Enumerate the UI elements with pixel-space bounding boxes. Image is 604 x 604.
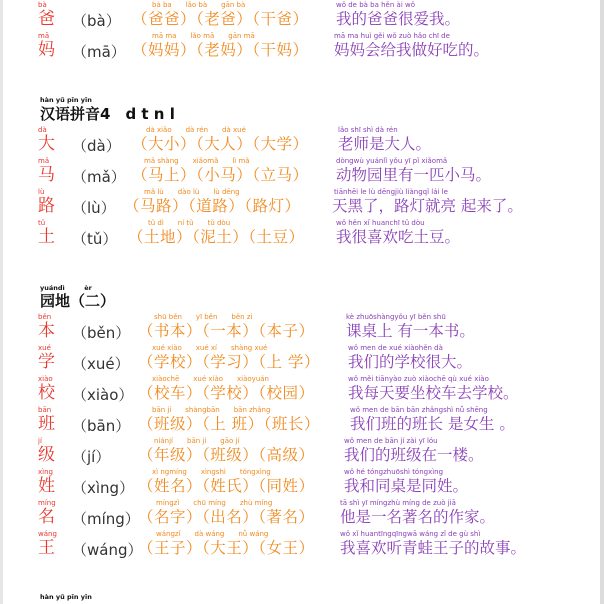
character-row <box>0 219 600 250</box>
character: 大 <box>38 134 55 154</box>
words: （王子）（大王）（女王） <box>138 539 315 557</box>
sentence-pinyin: wǒ hěn xǐ huanchī tǔ dòu <box>336 219 425 227</box>
words-pinyin: dà xiǎo dà rén dà xué <box>146 126 246 134</box>
character-pinyin: mǎ <box>38 157 50 165</box>
sentence: 动物园里有一匹小马。 <box>336 166 492 184</box>
character: 名 <box>38 507 55 527</box>
words: （校车）（学校）（校园） <box>138 384 315 402</box>
sentence: 我很喜欢吃土豆。 <box>336 228 461 246</box>
sentence: 妈妈会给我做好吃的。 <box>334 41 490 59</box>
words-pinyin: mǎ lù dào lù lù dēng <box>144 188 240 196</box>
sentence-pinyin: tiānhēi le lù dēngjiù liàngqǐ lái le <box>334 188 448 196</box>
words-pinyin: tǔ dì ní tǔ tǔ dòu <box>148 219 231 227</box>
next-section-title-pinyin: hàn yǔ pīn yīn <box>40 593 92 601</box>
character-reading: （tǔ） <box>72 230 118 248</box>
words: （马路）（道路）（路灯） <box>124 197 301 215</box>
character-reading: （mā） <box>72 43 126 61</box>
character-pinyin: lù <box>38 188 45 196</box>
character-reading: （xué） <box>72 355 130 373</box>
character-pinyin: jí <box>38 437 42 445</box>
character-row <box>0 1 600 32</box>
character: 级 <box>38 445 55 465</box>
character: 本 <box>38 321 55 341</box>
character-reading: （míng） <box>72 510 140 528</box>
character-row <box>0 188 600 219</box>
words-pinyin: xì ngmíng xìngshì tóngxìng <box>152 468 271 476</box>
words-pinyin: shū běn yī běn běn zi <box>154 313 253 321</box>
sentence-pinyin: wǒ men de bān bān zhǎngshì nǚ shēng <box>350 406 488 414</box>
character-reading: （lù） <box>72 199 116 217</box>
sentence: 我们班的班长 是女生 。 <box>350 415 515 433</box>
character-row <box>0 313 600 344</box>
section-title-pinyin: yuándì èr <box>40 284 92 292</box>
character-reading: （wáng） <box>72 541 143 559</box>
character-pinyin: xìng <box>38 468 53 476</box>
words-pinyin: xué xiào xué xí shàng xué <box>152 344 268 352</box>
character: 爸 <box>38 9 55 29</box>
character-row <box>0 530 600 561</box>
words: （学校）（学习）（上 学） <box>138 353 320 371</box>
character: 学 <box>38 352 55 372</box>
sentence: 我们的学校很大。 <box>348 353 473 371</box>
character-pinyin: bà <box>38 1 47 9</box>
character-row <box>0 157 600 188</box>
sentence-pinyin: wǒ men de xué xiàohěn dà <box>348 344 443 352</box>
character-pinyin: wáng <box>38 530 57 538</box>
character-pinyin: xué <box>38 344 51 352</box>
words: （妈妈）（老妈）（干妈） <box>132 41 309 59</box>
character-row <box>0 468 600 499</box>
sentence-pinyin: dòngwù yuánlǐ yǒu yī pǐ xiǎomǎ <box>336 157 448 165</box>
words-pinyin: bà ba lǎo bà gān bà <box>152 1 246 9</box>
character-row <box>0 344 600 375</box>
character: 班 <box>38 414 55 434</box>
character-pinyin: bān <box>38 406 52 414</box>
words: （名字）（出名）（著名） <box>138 508 315 526</box>
character: 马 <box>38 165 55 185</box>
character-row <box>0 437 600 468</box>
character-pinyin: tǔ <box>38 219 46 227</box>
words: （年级）（班级）（高级） <box>138 446 315 464</box>
character-row <box>0 499 600 530</box>
character: 姓 <box>38 476 55 496</box>
words: （土地）（泥土）（土豆） <box>128 228 305 246</box>
words-pinyin: míngzì chū míng zhù míng <box>156 499 273 507</box>
sentence: 我和同桌是同姓。 <box>344 477 469 495</box>
sentence-pinyin: tā shì yī míngzhù míng de zuò jiā <box>340 499 456 507</box>
sentence-pinyin: wǒ men de bān jí zài yī lóu <box>344 437 438 445</box>
character-reading: （bà） <box>72 12 121 30</box>
sentence-pinyin: mā ma huì gěi wǒ zuò hǎo chī de <box>334 32 450 40</box>
sentence: 他是一名著名的作家。 <box>340 508 496 526</box>
character: 土 <box>38 227 55 247</box>
character-row <box>0 375 600 406</box>
sentence: 老师是大人。 <box>338 135 432 153</box>
words-pinyin: mā ma lǎo mā gān mā <box>152 32 255 40</box>
character: 王 <box>38 538 55 558</box>
words: （爸爸）（老爸）（干爸） <box>132 10 309 28</box>
words: （姓名）（姓氏）（同姓） <box>138 477 315 495</box>
words-pinyin: wángzǐ dà wáng nǚ wáng <box>156 530 269 538</box>
character-reading: （bān） <box>72 417 131 435</box>
sentence: 我的爸爸很爱我。 <box>336 10 461 28</box>
character-reading: （xiào） <box>72 386 134 404</box>
character-reading: （mǎ） <box>72 168 126 186</box>
sentence-pinyin: wǒ xǐ huantīngqīngwā wáng zǐ de gù shì <box>340 530 481 538</box>
character: 妈 <box>38 40 55 60</box>
character: 校 <box>38 383 55 403</box>
words: （班级）（上 班）（班长） <box>138 415 320 433</box>
character-pinyin: běn <box>38 313 52 321</box>
words: （大小）（大人）（大学） <box>132 135 309 153</box>
character-pinyin: xiào <box>38 375 53 383</box>
character: 路 <box>38 196 55 216</box>
character-row <box>0 126 600 157</box>
sentence-pinyin: wǒ měi tiānyào zuò xiàochē qù xué xiào <box>348 375 489 383</box>
sentence-pinyin: wǒ de bà ba hěn ài wǒ <box>336 1 415 9</box>
sentence-pinyin: kè zhuōshàngyǒu yī běn shū <box>346 313 446 321</box>
sentence: 我喜欢听青蛙王子的故事。 <box>340 539 527 557</box>
words-pinyin: bān jí shàngbān bān zhǎng <box>152 406 271 414</box>
sentence-pinyin: wǒ hé tóngzhuōshì tóngxìng <box>344 468 444 476</box>
words: （书本）（一本）（本子） <box>138 322 315 340</box>
section-title-pinyin: hàn yǔ pīn yīn <box>40 96 92 104</box>
character-row <box>0 406 600 437</box>
page-right-edge <box>600 0 604 604</box>
character-pinyin: dà <box>38 126 47 134</box>
sentence-pinyin: lǎo shī shì dà rén <box>338 126 398 134</box>
character-reading: （xìng） <box>72 479 135 497</box>
section-title: 园地（二） <box>40 292 116 310</box>
section-title: 汉语拼音4 d t n l <box>40 105 175 123</box>
sentence: 我们的班级在一楼。 <box>344 446 484 464</box>
character-pinyin: mā <box>38 32 50 40</box>
words: （马上）（小马）（立马） <box>132 166 309 184</box>
character-reading: （běn） <box>72 324 131 342</box>
character-row <box>0 32 600 63</box>
character-reading: （jí） <box>72 448 111 466</box>
character-pinyin: míng <box>38 499 56 507</box>
sentence: 我每天要坐校车去学校。 <box>348 384 519 402</box>
words-pinyin: xiàochē xué xiào xiàoyuán <box>152 375 269 383</box>
words-pinyin: mǎ shàng xiǎomǎ lì mǎ <box>144 157 250 165</box>
character-reading: （dà） <box>72 137 121 155</box>
words-pinyin: niánjí bān jí gāo jí <box>154 437 240 445</box>
sentence: 课桌上 有一本书。 <box>346 322 475 340</box>
sentence: 天黑了，路灯就亮 起来了。 <box>332 197 523 215</box>
